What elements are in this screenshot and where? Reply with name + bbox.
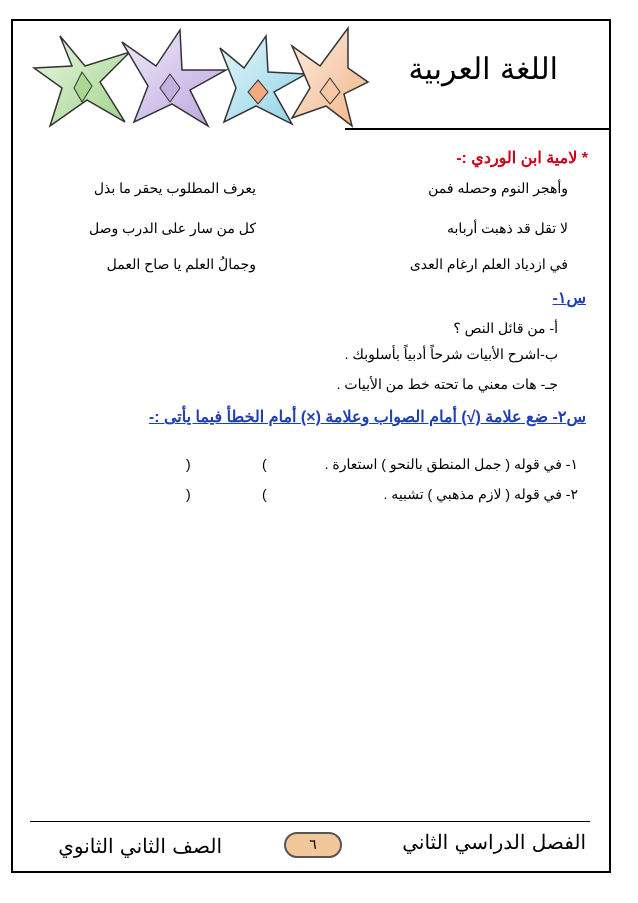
question-1-item-c: جـ- هات معني ما تحته خط من الأبيات . [336, 376, 558, 392]
verse-1-left: يعرف المطلوب يحقر ما بذل [93, 180, 256, 196]
verse-2-left: كل من سار على الدرب وصل [89, 220, 256, 236]
answer-paren-open-2: ( [262, 486, 267, 502]
purple-star-icon [122, 30, 226, 126]
question-1-item-a: أ- من قائل النص ؟ [453, 320, 558, 336]
green-star-icon [34, 36, 130, 126]
question-2-label: س٢- ضع علامة (√) أمام الصواب وعلامة (×) أمام الخطأ فيما يأتى :- [148, 409, 586, 426]
verse-2-right: لا تقل قد ذهبت أربابه [447, 220, 568, 236]
footer-grade: الصف الثاني الثانوي [58, 834, 222, 858]
answer-paren-close-2: ) [186, 486, 191, 502]
verse-3-left: وجمالُ العلم يا صاح العمل [106, 256, 256, 272]
answer-paren-open-1: ( [262, 456, 267, 472]
answer-paren-close-1: ) [186, 456, 191, 472]
page-title: اللغة العربية [408, 52, 558, 87]
section-heading: * لامية ابن الوردي :- [456, 150, 588, 167]
orange-star-icon [292, 28, 368, 126]
question-1-label: س١- [552, 290, 586, 307]
verse-1-right: وأهجر النوم وحصله فمن [428, 180, 568, 196]
stars-decoration [30, 22, 370, 132]
page-number-badge: ٦ [284, 832, 342, 858]
footer-divider [30, 821, 590, 822]
verse-3-right: في ازدياد العلم ارغام العدى [409, 256, 568, 272]
footer-term: الفصل الدراسي الثاني [402, 830, 586, 854]
question-2-item-1: ١- في قوله ( جمل المنطق بالنحو ) استعارة . [324, 456, 578, 472]
title-underline [345, 128, 611, 130]
question-2-item-2: ٢- في قوله ( لازم مذهبي ) تشبيه . [383, 486, 578, 502]
question-1-item-b: ب-اشرح الأبيات شرحاً أدبياً بأسلوبك . [344, 346, 558, 362]
